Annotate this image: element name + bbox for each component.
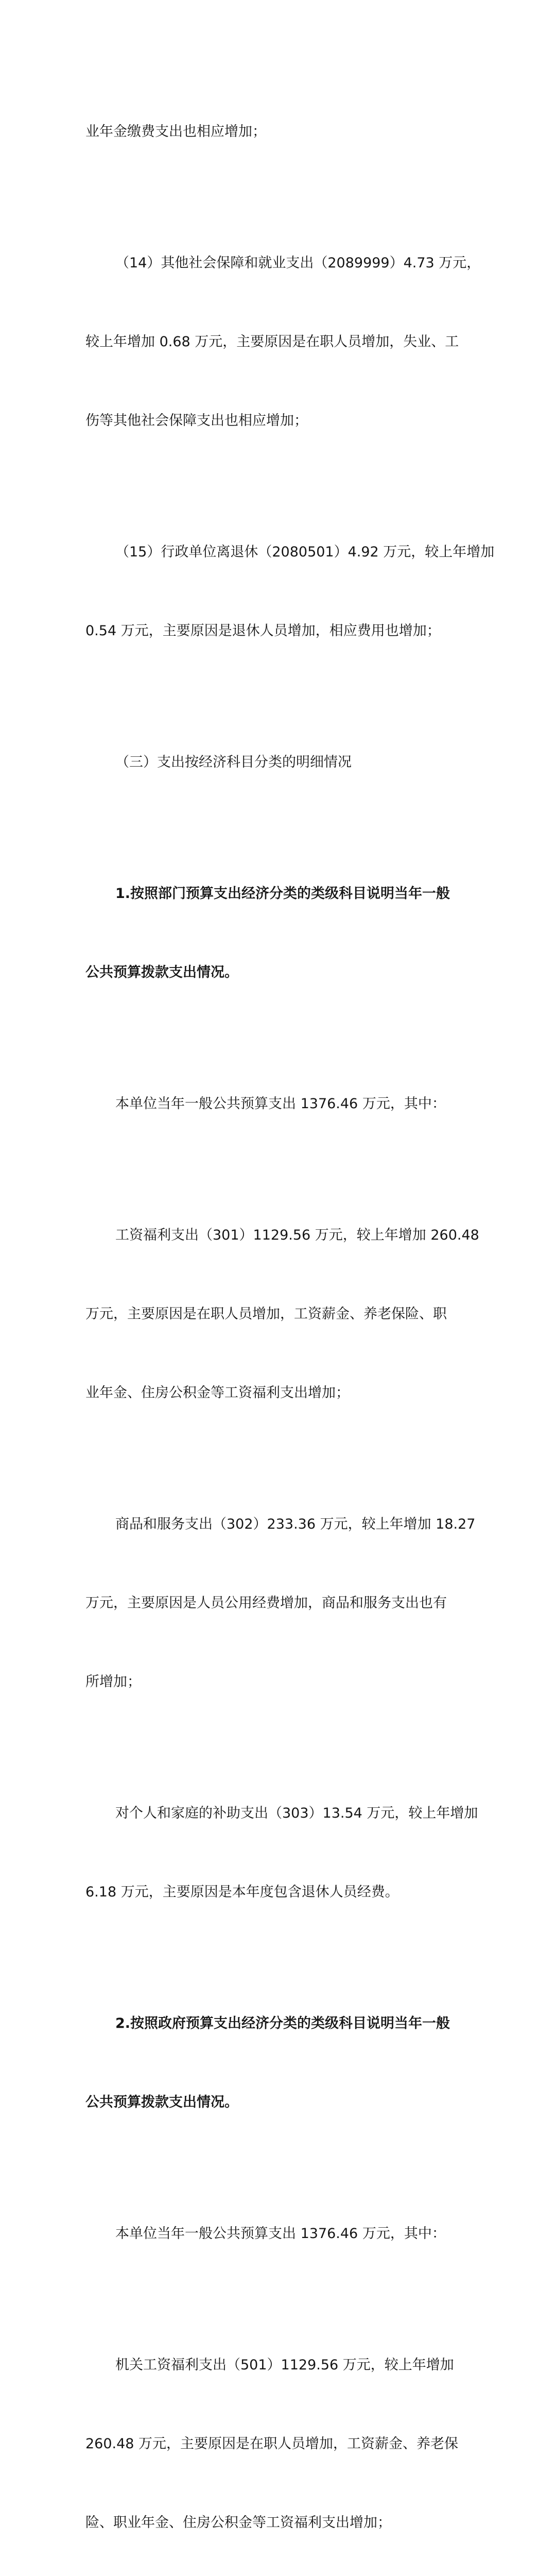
paragraph-continuation: [85, 66, 475, 197]
text-line: 6.18 万元，主要原因是本年度包含退休人员经费。: [85, 1884, 399, 1900]
text-line: 260.48 万元，主要原因是在职人员增加，工资薪金、养老保: [85, 2436, 459, 2452]
text-line: 1.按照部门预算支出经济分类的类级科目说明当年一般: [115, 886, 450, 902]
text-line: （14）其他社会保障和就业支出（2089999）4.73 万元，: [115, 255, 481, 271]
paragraph-302: [85, 1459, 475, 1748]
text-line: 本单位当年一般公共预算支出 1376.46 万元，其中：: [115, 1096, 446, 1112]
text-line: 较上年增加 0.68 万元，主要原因是在职人员增加，失业、工: [85, 334, 459, 350]
text-line: 业年金缴费支出也相应增加；: [85, 124, 266, 140]
text-line: 0.54 万元，主要原因是退休人员增加，相应费用也增加；: [85, 623, 441, 639]
document-body: [85, 66, 495, 2576]
text-line: 2.按照政府预算支出经济分类的类级科目说明当年一般: [115, 2015, 450, 2031]
section-heading-3: [85, 697, 475, 828]
text-line: 万元，主要原因是人员公用经费增加，商品和服务支出也有: [85, 1595, 447, 1611]
text-line: 万元，主要原因是在职人员增加，工资薪金、养老保险、职: [85, 1306, 447, 1322]
paragraph-item-14: [85, 197, 481, 486]
paragraph-intro-2: [85, 2168, 475, 2299]
text-line: 险、职业年金、住房公积金等工资福利支出增加；: [85, 2515, 391, 2531]
text-line: 工资福利支出（301）1129.56 万元，较上年增加 260.48: [115, 1227, 479, 1243]
text-line: 所增加；: [85, 1674, 141, 1690]
text-line: 商品和服务支出（302）233.36 万元，较上年增加 18.27: [115, 1516, 476, 1532]
subheading-government-budget: [85, 1958, 475, 2168]
text-line: 公共预算拨款支出情况。: [85, 2094, 238, 2110]
subheading-department-budget: [85, 828, 475, 1038]
text-line: 本单位当年一般公共预算支出 1376.46 万元，其中：: [115, 2226, 446, 2242]
text-line: 业年金、住房公积金等工资福利支出增加；: [85, 1385, 350, 1401]
text-line: 机关工资福利支出（501）1129.56 万元，较上年增加: [115, 2357, 454, 2373]
text-line: 对个人和家庭的补助支出（303）13.54 万元，较上年增加: [115, 1805, 478, 1821]
paragraph-303: [85, 1748, 478, 1958]
paragraph-item-15: [85, 486, 495, 697]
text-line: 公共预算拨款支出情况。: [85, 964, 238, 980]
paragraph-301: [85, 1170, 479, 1459]
text-line: （15）行政单位离退休（2080501）4.92 万元，较上年增加: [115, 544, 495, 560]
text-line: （三）支出按经济科目分类的明细情况: [115, 754, 352, 770]
paragraph-intro-1: [85, 1038, 475, 1170]
text-line: 伤等其他社会保障支出也相应增加；: [85, 413, 308, 429]
paragraph-501: [85, 2299, 475, 2576]
